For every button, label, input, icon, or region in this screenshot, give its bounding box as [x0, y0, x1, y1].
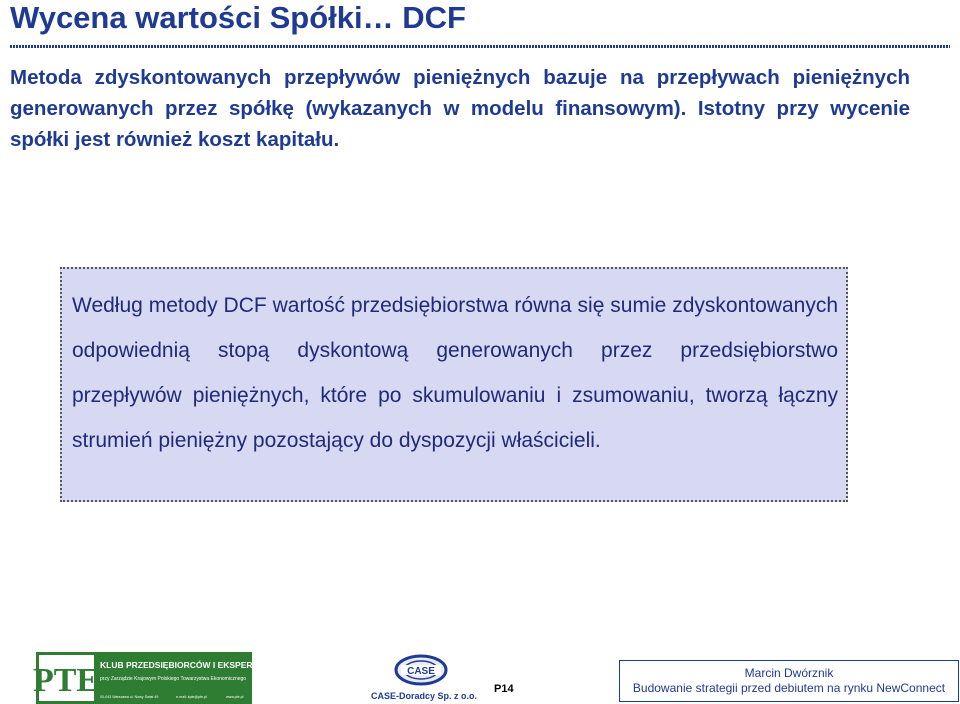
case-logo	[370, 655, 478, 704]
pte-logo-title: KLUB PRZEDSIĘBIORCÓW I EKSPERTÓW	[100, 660, 273, 670]
definition-text: Według metody DCF wartość przedsiębiorstwa równa się sumie zdyskontowanych odpowiednią stopą dyskontową generowanych przez przedsiębiorstwo przepływów pieniężnych, które po skumulowaniu i zsumowaniu, tworzą łączny strumień pieniężny pozostający do dyspozycji właścicieli.	[72, 294, 838, 452]
presentation-title: Budowanie strategii przed debiutem na rynku NewConnect	[632, 681, 946, 695]
slide-title: Wycena wartości Spółki… DCF	[10, 0, 466, 35]
title-rule	[10, 45, 950, 48]
author-name: Marcin Dwórznik	[744, 666, 834, 680]
pte-logo	[32, 652, 273, 704]
pte-logo-email: e-mail: kpie@pte.pl	[176, 695, 207, 699]
definition-box	[60, 267, 848, 502]
pte-logo-subtitle: przy Zarządzie Krajowym Polskiego Towarzystwa Ekonomicznego	[100, 676, 247, 682]
pte-logo-web: www.pte.pl	[226, 695, 244, 699]
pte-logo-address: 00-043 Warszawa ul. Nowy Świat 49	[100, 695, 159, 699]
page-number: P14	[494, 683, 514, 695]
intro-paragraph: Metoda zdyskontowanych przepływów pieniężnych bazuje na przepływach pieniężnych generowanych przez spółkę (wykazanych w modelu finansowym). Istotny przy wycenie spółki jest również koszt kapitału.	[10, 66, 910, 151]
author-box	[619, 660, 959, 702]
svg-text:CASE: CASE	[407, 666, 435, 677]
svg-text:CASE-Doradcy Sp. z o.o.: CASE-Doradcy Sp. z o.o.	[370, 691, 478, 701]
svg-text:PTE: PTE	[32, 662, 100, 699]
